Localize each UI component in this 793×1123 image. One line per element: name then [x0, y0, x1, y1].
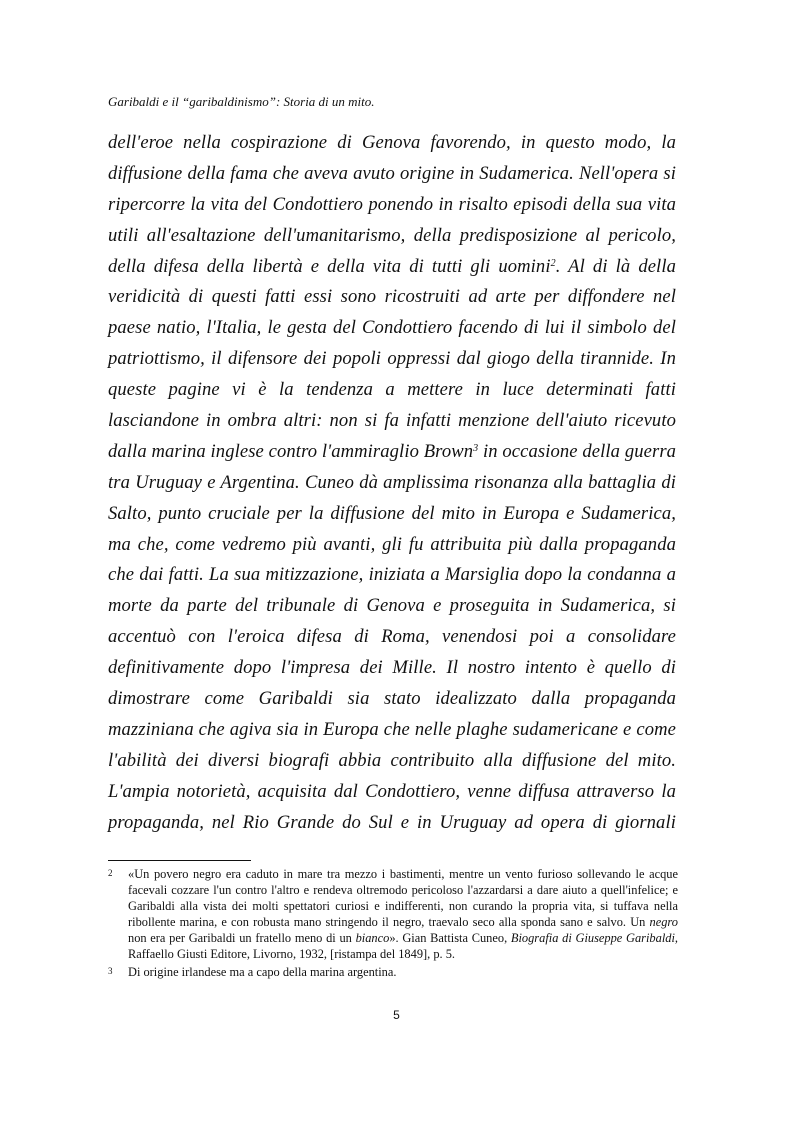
- body-line: [108, 252, 676, 283]
- footnote-text: Raffaello Giusti Editore, Livorno, 1932, [ristampa del 1849], p. 5.: [128, 947, 456, 961]
- footnote-text: «Un povero negro era caduto in mare tra mezzo i bastimenti, mentre un vento furioso sollevando le acque facevali cozzare l'un contro l'altro e rendeva oltremodo pericoloso l'azzardarsi a dare aiuto a quell'infelice; e Garibaldi alla vista dei molti spettatori curiosi e indifferenti, non curando la propria vita, si tuffava nella ribollente marina, e con robusta mano stringendo il negro, traevalo seco alla sponda sano e salvo. Un: [128, 867, 678, 929]
- body-line: utili all'esaltazione dell'umanitarismo, della predisposizione al pericolo,: [108, 224, 676, 246]
- body-line: patriottismo, il difensore dei popoli oppressi dal giogo della tirannide. In: [108, 348, 676, 370]
- body-line-segment: . Al di là della: [555, 255, 676, 277]
- footnote-text: Di origine irlandese ma a capo della marina argentina.: [128, 965, 397, 979]
- footnotes: [108, 866, 678, 980]
- body-line: paese natio, l'Italia, le gesta del Condottiero facendo di lui il simbolo del: [108, 317, 676, 339]
- body-line: diffusione della fama che aveva avuto origine in Sudamerica. Nell'opera si: [108, 162, 676, 184]
- footnote-2: [108, 866, 678, 962]
- footnote-number: 2: [108, 868, 113, 878]
- footnote-italic: bianco: [355, 931, 390, 945]
- body-line: l'abilità dei diversi biografi abbia contribuito alla diffusione del mito.: [108, 749, 676, 771]
- body-line: queste pagine vi è la tendenza a mettere in luce determinati fatti: [108, 379, 676, 401]
- body-line: ripercorre la vita del Condottiero ponendo in risalto episodi della sua vita: [108, 193, 676, 215]
- footnote-reference-3[interactable]: 3: [473, 442, 479, 454]
- body-line: [108, 437, 676, 468]
- footnote-3: [108, 964, 678, 980]
- body-line: dell'eroe nella cospirazione di Genova favorendo, in questo modo, la: [108, 132, 676, 153]
- footnote-text: non era per Garibaldi un fratello meno di un: [128, 931, 356, 945]
- body-line: definitivamente dopo l'impresa dei Mille. Il nostro intento è quello di: [108, 657, 676, 679]
- footnote-number: 3: [108, 966, 113, 976]
- body-line-segment: dalla marina inglese contro l'ammiraglio Brown: [108, 440, 474, 462]
- footnote-separator: [108, 860, 251, 861]
- body-line-segment: della difesa della libertà e della vita di tutti gli uomini: [108, 255, 551, 277]
- body-line: ma che, come vedremo più avanti, gli fu attribuita più dalla propaganda: [108, 533, 676, 555]
- body-line: veridicità di questi fatti essi sono ricostruiti ad arte per diffondere nel: [108, 286, 676, 308]
- body-line: propaganda, nel Rio Grande do Sul e in Uruguay ad opera di giornali: [108, 811, 676, 833]
- footnote-italic: negro: [649, 915, 678, 929]
- body-line: L'ampia notorietà, acquisita dal Condottiero, venne diffusa attraverso la: [108, 780, 676, 802]
- page-number: 5: [393, 1008, 400, 1022]
- body-line: accentuò con l'eroica difesa di Roma, venendosi poi a consolidare: [108, 626, 676, 648]
- body-line: lasciandone in ombra altri: non si fa infatti menzione dell'aiuto ricevuto: [108, 410, 676, 432]
- footnote-reference-2[interactable]: 2: [550, 257, 556, 269]
- body-text: [108, 128, 676, 838]
- body-line: Salto, punto cruciale per la diffusione del mito in Europa e Sudamerica,: [108, 502, 676, 524]
- running-header: Garibaldi e il “garibaldinismo”: Storia di un mito.: [108, 94, 375, 109]
- footnote-book-title: Biografia di Giuseppe Garibaldi,: [510, 931, 678, 945]
- body-line: che dai fatti. La sua mitizzazione, iniziata a Marsiglia dopo la condanna a: [108, 564, 676, 586]
- body-line: tra Uruguay e Argentina. Cuneo dà amplissima risonanza alla battaglia di: [108, 471, 676, 493]
- body-line: mazziniana che agiva sia in Europa che nelle plaghe sudamericane e come: [108, 718, 676, 740]
- body-line-segment: in occasione della guerra: [478, 440, 677, 462]
- body-line: dimostrare come Garibaldi sia stato idealizzato dalla propaganda: [108, 688, 676, 710]
- footnote-text: ». Gian Battista Cuneo,: [389, 931, 511, 945]
- body-line: morte da parte del tribunale di Genova e proseguita in Sudamerica, si: [108, 595, 676, 617]
